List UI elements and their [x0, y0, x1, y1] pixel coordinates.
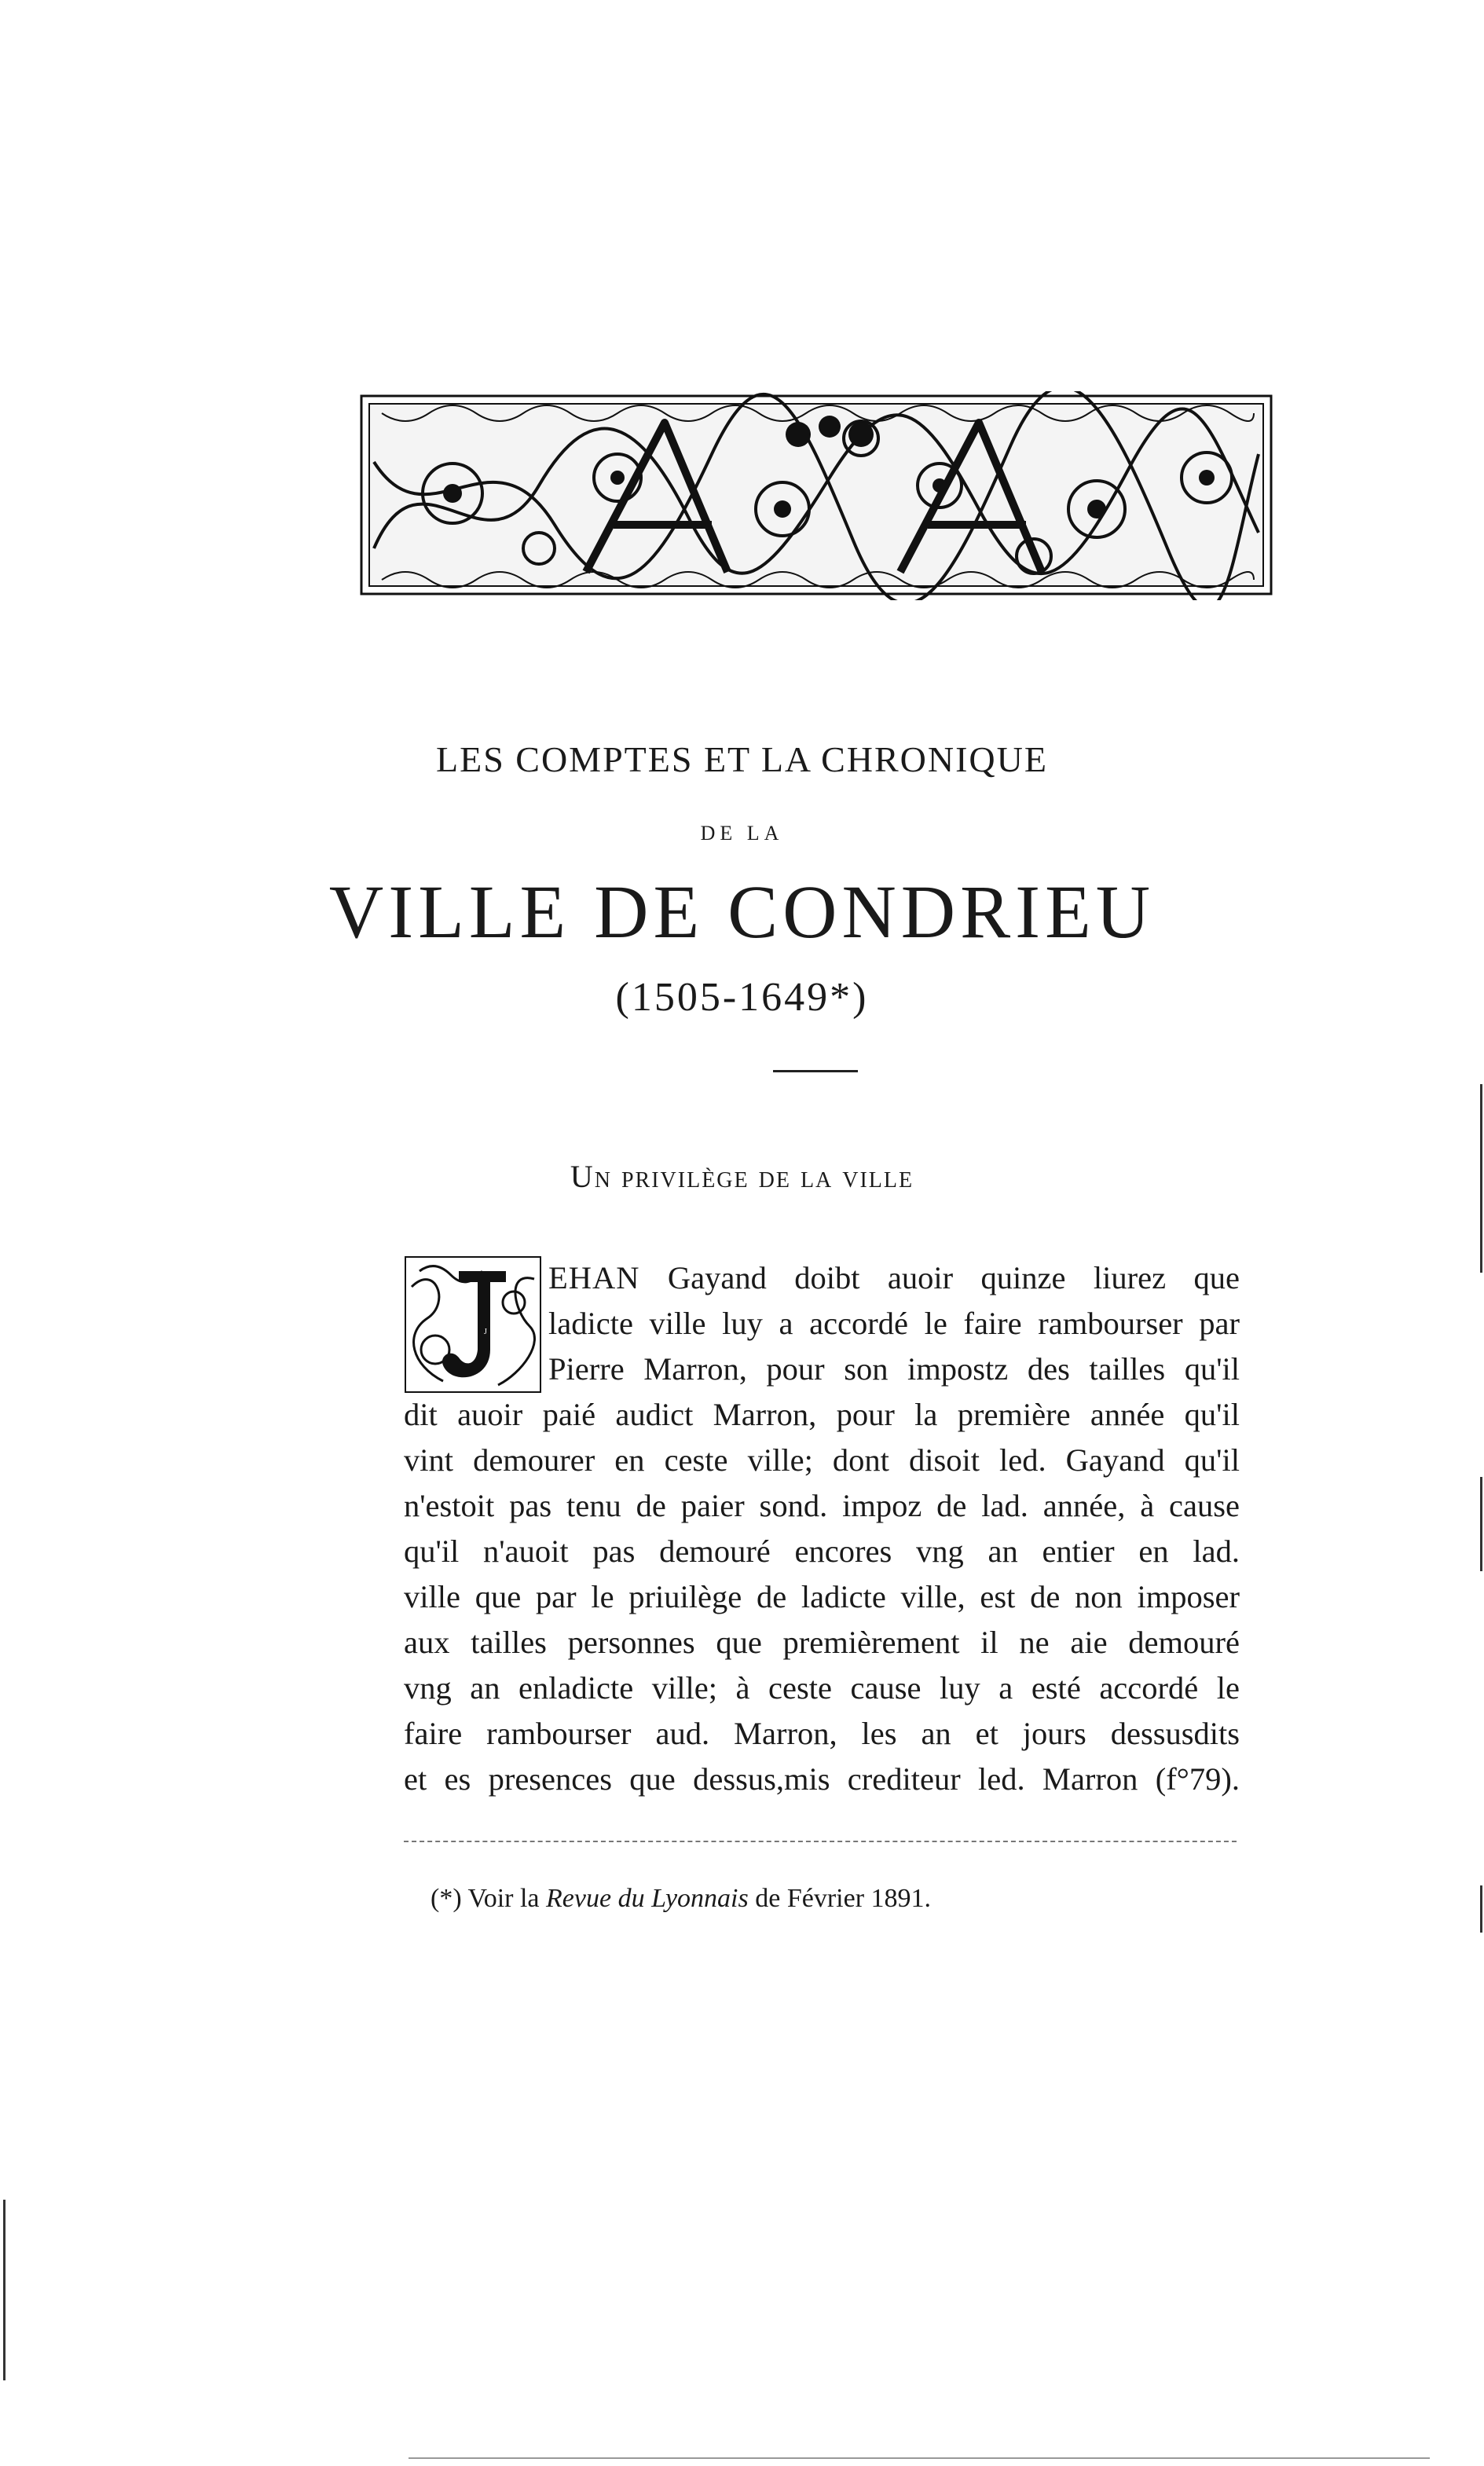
body-line-10: vng an enladicte ville; à ceste cause luy a esté accordé le [404, 1670, 1240, 1706]
scan-mark [1480, 1885, 1482, 1933]
body-line-6: n'estoit pas tenu de paier sond. impoz de lad. année, à cause [404, 1488, 1240, 1523]
body-line-11: faire rambourser aud. Marron, les an et jours dessusdits [404, 1716, 1240, 1751]
body-line-9: aux tailles personnes que premièrement il ne aie demouré [404, 1625, 1240, 1660]
title-de-la: DE LA [700, 822, 784, 845]
scan-mark [1480, 1477, 1482, 1571]
footnote-suffix: de Février 1891. [755, 1884, 932, 1913]
body-line-7: qu'il n'auoit pas demouré encores vng an entier en lad. [404, 1533, 1240, 1569]
footnote-prefix: Voir la [467, 1884, 540, 1913]
body-line-12: et es presences que dessus,mis crediteur led. Marron (f°79). [404, 1761, 1240, 1797]
lead-word: EHAN [548, 1260, 640, 1295]
floral-ornament-band-icon [358, 391, 1274, 600]
body-line-1: EHAN Gayand doibt auoir quinze liurez que [548, 1260, 1240, 1295]
body-line-3: Pierre Marron, pour son impostz des tailles qu'il [548, 1351, 1240, 1387]
title-dates: (1505-1649*) [615, 975, 869, 1020]
section-heading: Un privilège de la ville [570, 1159, 914, 1194]
scan-mark [3, 2200, 5, 2380]
page-title: VILLE DE CONDRIEU [328, 870, 1156, 954]
footnote-divider [404, 1841, 1237, 1842]
body-paragraph [404, 1255, 1240, 1802]
body-line-5: vint demourer en ceste ville; dont disoit led. Gayand qu'il [404, 1442, 1240, 1478]
footnote [431, 1884, 931, 1914]
drop-cap-letter: J [484, 1328, 487, 1336]
scan-mark [1480, 1084, 1482, 1273]
body-line-4: dit auoir paié audict Marron, pour la première année qu'il [404, 1397, 1240, 1432]
body-line-2: ladicte ville luy a accordé le faire rambourser par [548, 1306, 1240, 1341]
footnote-title: Revue du Lyonnais [546, 1884, 749, 1913]
title-heading: LES COMPTES ET LA CHRONIQUE [436, 739, 1048, 779]
footnote-marker: (*) [431, 1884, 462, 1913]
scan-mark [409, 2457, 1430, 2459]
body-line-8: ville que par le priuilège de ladicte ville, est de non imposer [404, 1579, 1240, 1614]
title-divider [773, 1070, 858, 1072]
